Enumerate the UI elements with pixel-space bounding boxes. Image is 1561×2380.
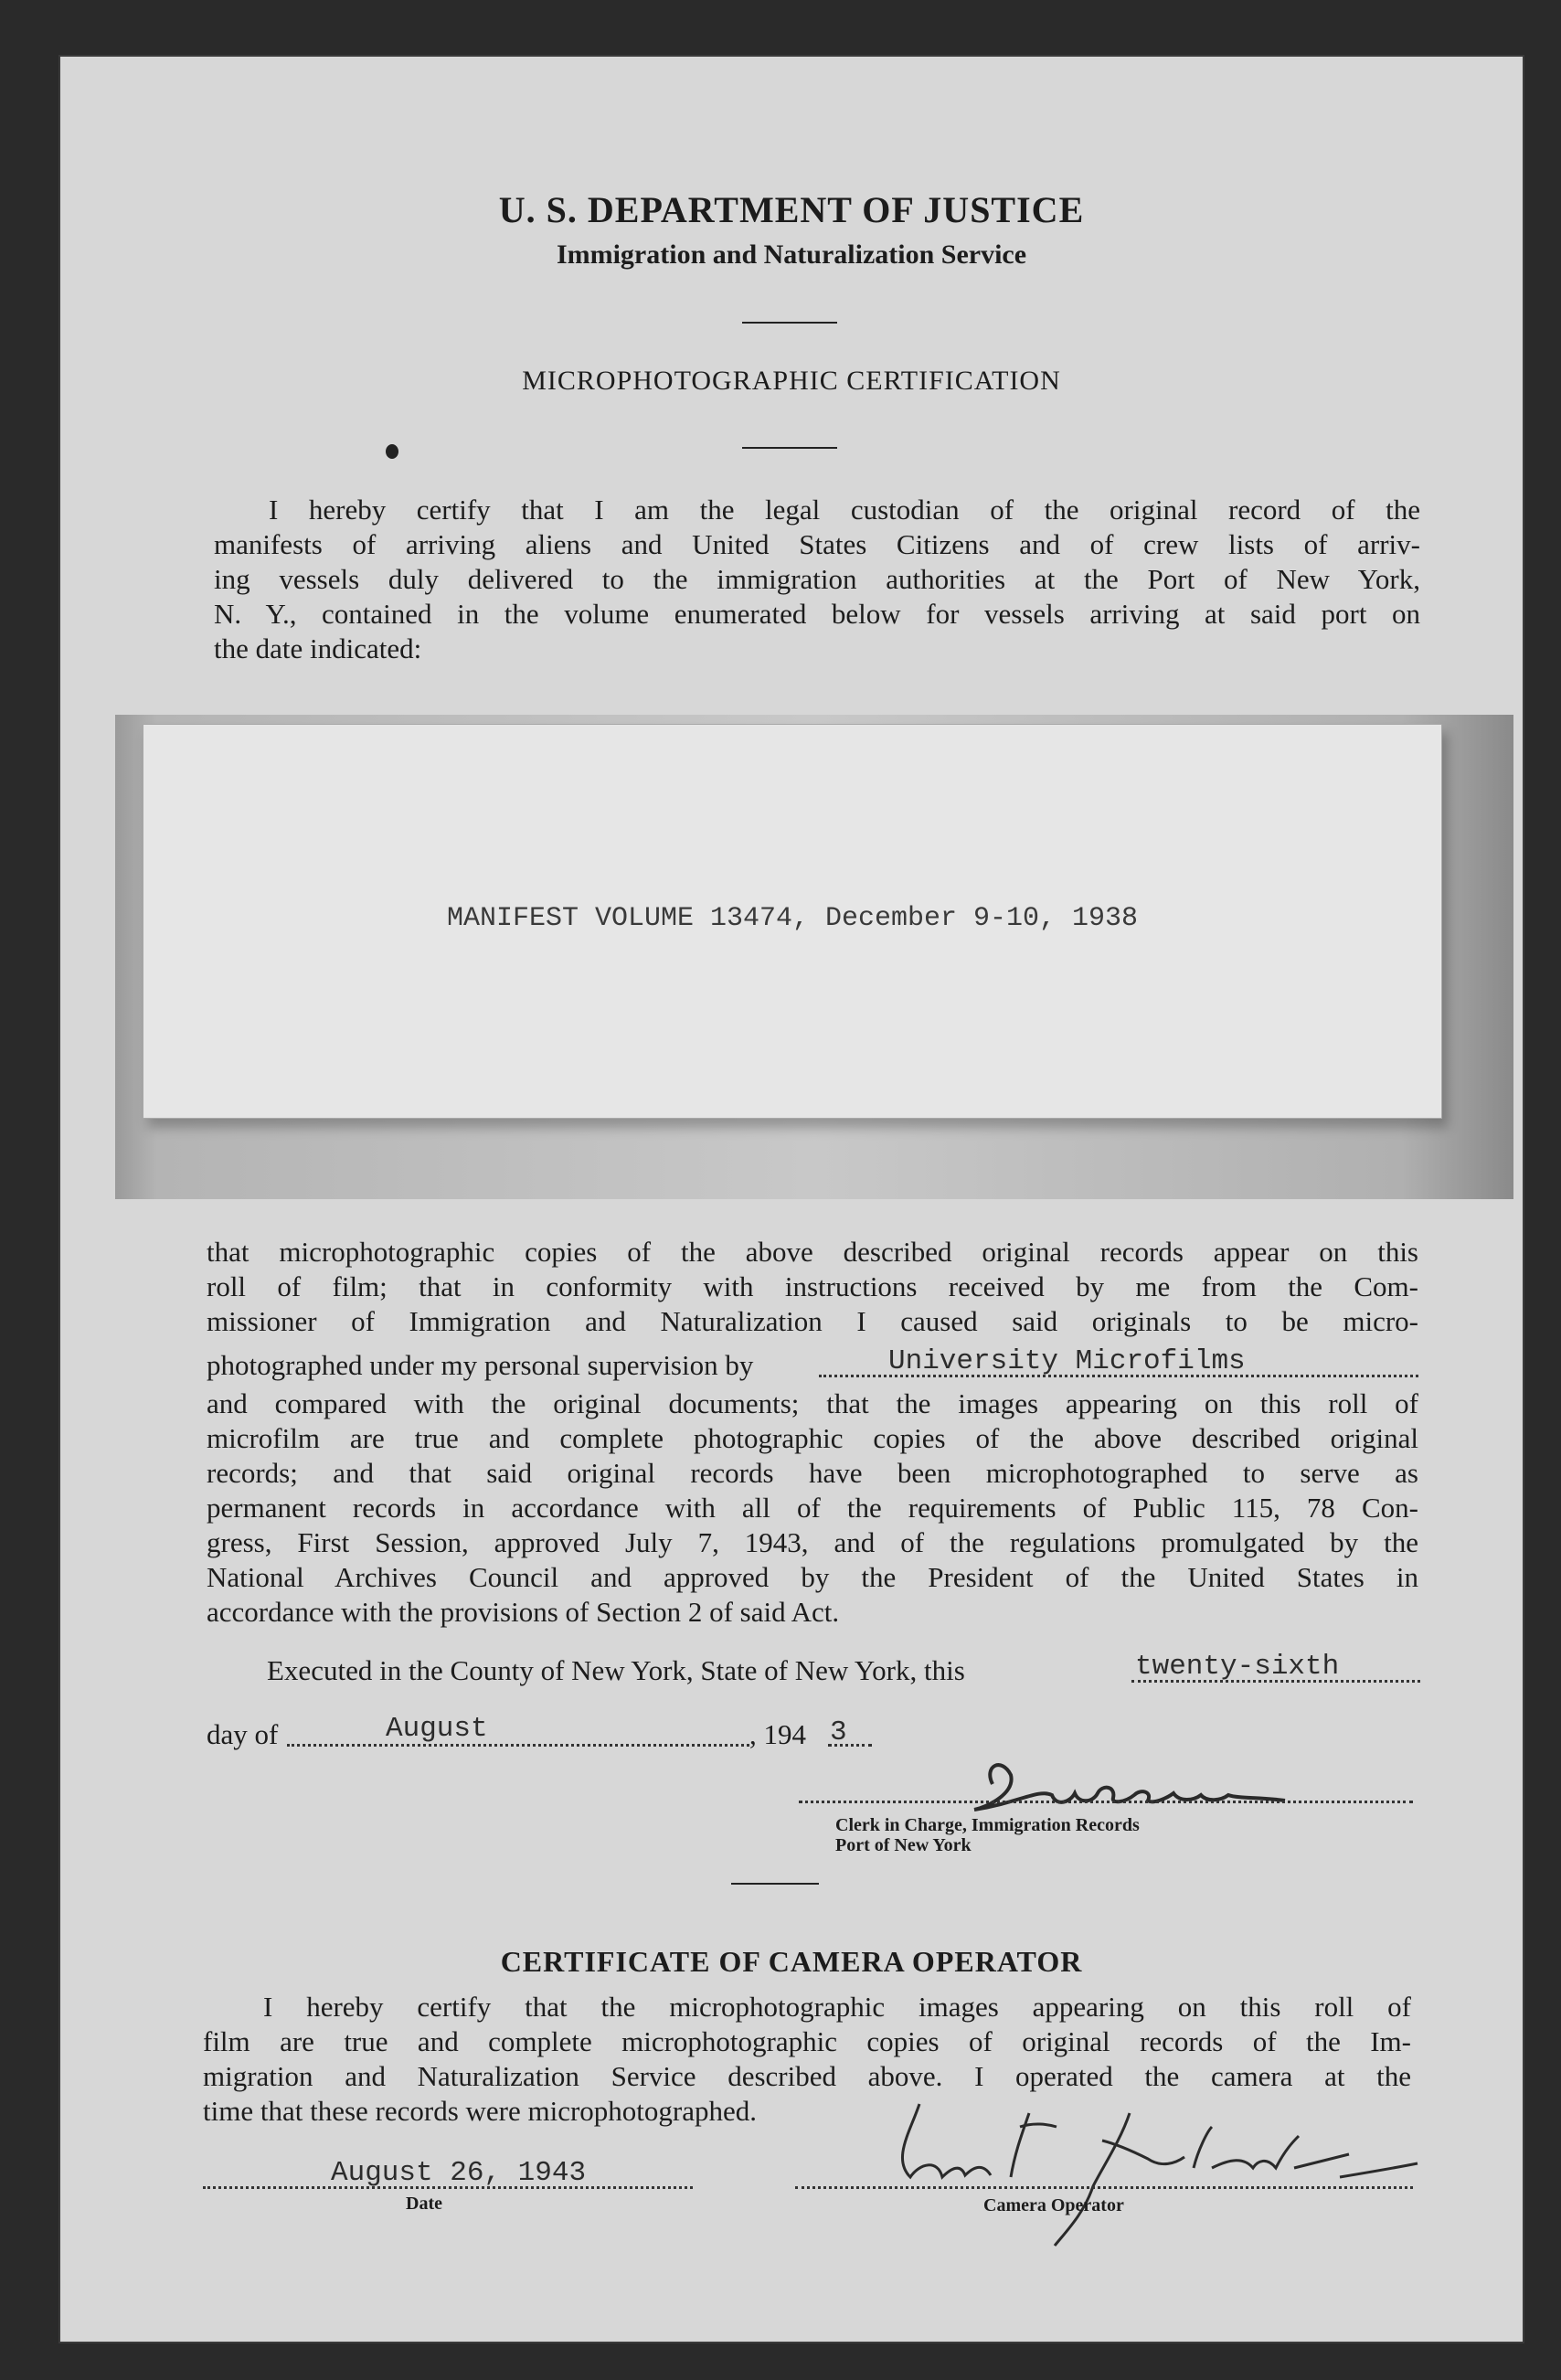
intro-line: the date indicated: [214, 632, 422, 664]
camera-line: time that these records were microphotographed. [203, 2095, 757, 2127]
divider [742, 322, 837, 324]
supervision-prefix: photographed under my personal supervision by [207, 1349, 754, 1381]
year-digit: 3 [830, 1716, 847, 1748]
intro-line: manifests of arriving aliens and United States Citizens and of crew lists of arriv- [214, 528, 1420, 560]
service-subheading: Immigration and Naturalization Service [556, 239, 1027, 270]
certificate-sheet [60, 57, 1523, 2342]
body-line: accordance with the provisions of Section 2 of said Act. [207, 1596, 840, 1628]
date-label: Date [406, 2194, 442, 2214]
camera-line: I hereby certify that the microphotographic images appearing on this roll of [263, 1991, 1411, 2023]
divider [742, 447, 837, 449]
operator-signature-line [795, 2186, 1413, 2189]
body-line: that microphotographic copies of the above described original records appear on this [207, 1236, 1418, 1268]
body-line: and compared with the original documents; that the images appearing on this roll of [207, 1387, 1418, 1419]
intro-line: N. Y., contained in the volume enumerated below for vessels arriving at said port on [214, 598, 1420, 630]
operator-label: Camera Operator [983, 2195, 1124, 2215]
execution-prefix: Executed in the County of New York, State of New York, this [267, 1654, 965, 1686]
body-line: gress, First Session, approved July 7, 1943, and of the regulations promulgated by the [207, 1526, 1418, 1558]
clerk-port: Port of New York [835, 1835, 972, 1855]
camera-line: film are true and complete microphotographic copies of original records of the Im- [203, 2025, 1411, 2057]
year-blank [828, 1744, 872, 1747]
body-line: microfilm are true and complete photographic copies of the above described original [207, 1422, 1418, 1454]
body-line: National Archives Council and approved by the President of the United States in [207, 1561, 1418, 1593]
body-line: permanent records in accordance with all of the requirements of Public 115, 78 Con- [207, 1492, 1418, 1524]
department-heading: U. S. DEPARTMENT OF JUSTICE [498, 189, 1085, 230]
body-line: roll of film; that in conformity with instructions received by me from the Com- [207, 1270, 1418, 1302]
date-value: August 26, 1943 [331, 2157, 587, 2189]
camera-line: migration and Naturalization Service described above. I operated the camera at the [203, 2060, 1411, 2092]
body-line: missioner of Immigration and Naturalization I caused said originals to be micro- [207, 1305, 1418, 1337]
intro-line: I hereby certify that I am the legal custodian of the original record of the [269, 494, 1420, 526]
ink-dot [386, 444, 398, 459]
camera-certificate-title: CERTIFICATE OF CAMERA OPERATOR [500, 1945, 1083, 1978]
intro-line: ing vessels duly delivered to the immigration authorities at the Port of New York, [214, 563, 1420, 595]
certification-title: MICROPHOTOGRAPHIC CERTIFICATION [522, 366, 1061, 396]
manifest-card [143, 724, 1442, 1119]
day-value: twenty-sixth [1135, 1651, 1340, 1683]
year-prefix: , 194 [749, 1718, 806, 1750]
clerk-title: Clerk in Charge, Immigration Records [835, 1815, 1140, 1835]
clerk-signature-line [799, 1801, 1413, 1803]
month-value: August [386, 1713, 488, 1745]
camera-operator-signature [828, 2077, 1450, 2259]
divider [731, 1883, 819, 1885]
month-blank [287, 1744, 749, 1747]
manifest-volume-text: MANIFEST VOLUME 13474, December 9-10, 1938 [446, 903, 1139, 934]
body-line: records; and that said original records have been microphotographed to serve as [207, 1457, 1418, 1489]
day-of-label: day of [207, 1718, 279, 1750]
supervision-name: University Microfilms [888, 1345, 1246, 1377]
